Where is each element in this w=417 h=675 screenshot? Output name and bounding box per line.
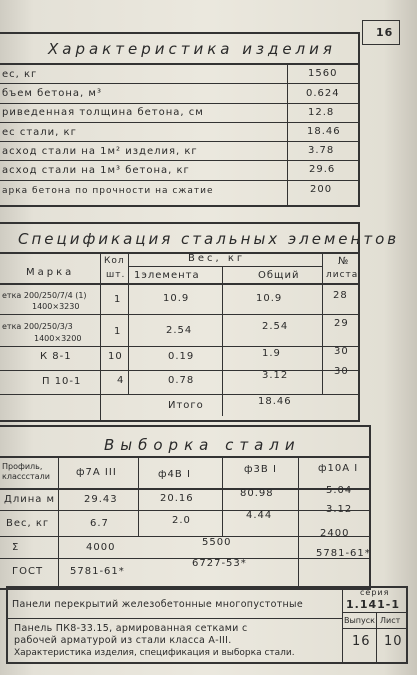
char-label: асход стали на 1м³ бетона, кг bbox=[2, 165, 190, 176]
char-value: 29.6 bbox=[309, 164, 336, 175]
spec-mark-dims: 1400×3230 bbox=[32, 302, 80, 311]
steel-weight-label: Вес, кг bbox=[6, 518, 50, 529]
steel-header-c2: ф4В I bbox=[158, 469, 191, 480]
char-value: 0.624 bbox=[306, 88, 340, 99]
spec-one: 2.54 bbox=[166, 325, 193, 336]
spec-mark: етка 200/250/3/3 bbox=[2, 322, 73, 331]
char-value: 12.8 bbox=[308, 107, 335, 118]
char-value: 200 bbox=[310, 184, 333, 195]
title-block-sheet-value: 10 bbox=[384, 634, 403, 649]
steel-length: 29.43 bbox=[84, 494, 118, 505]
steel-sum-b: 5500 bbox=[202, 537, 232, 548]
spec-sheet: 30 bbox=[334, 366, 349, 377]
spec-mark: П 10-1 bbox=[42, 376, 82, 387]
steel-weight: 6.7 bbox=[90, 518, 109, 529]
spec-mark-dims: 1400×3200 bbox=[34, 334, 82, 343]
char-label: риведенная толщина бетона, см bbox=[2, 107, 204, 118]
spec-header-one: 1элемента bbox=[134, 270, 200, 281]
steel-sum-a: 4000 bbox=[86, 542, 116, 553]
title-block-issue-value: 16 bbox=[352, 634, 371, 649]
char-label: асход стали на 1м² изделия, кг bbox=[2, 146, 198, 157]
spec-header-qty: Кол bbox=[104, 256, 125, 266]
spec-total: 10.9 bbox=[256, 293, 283, 304]
steel-sigma-label: Σ bbox=[12, 542, 20, 553]
spec-header-sheet-no: № bbox=[338, 256, 350, 267]
spec-qty: 4 bbox=[117, 375, 125, 386]
spec-qty: 10 bbox=[108, 351, 123, 362]
spec-one: 10.9 bbox=[163, 293, 190, 304]
spec-header-mark: Марка bbox=[26, 267, 75, 278]
spec-header-weight: Вес, кг bbox=[188, 253, 246, 264]
spec-sheet: 28 bbox=[333, 290, 348, 301]
steel-header-profile: Профиль, классстали bbox=[2, 462, 50, 481]
steel-length: 5.04 bbox=[326, 485, 353, 496]
steel-weight: 3.12 bbox=[326, 504, 353, 515]
characteristics-title: Характеристика изделия bbox=[48, 40, 336, 58]
spec-total-label: Итого bbox=[168, 400, 204, 411]
char-value: 1560 bbox=[308, 68, 338, 79]
steel-weight: 4.44 bbox=[246, 510, 273, 521]
steel-length: 20.16 bbox=[160, 493, 194, 504]
specification-title: Спецификация стальных элементов bbox=[18, 230, 400, 248]
steel-sum-c: 2400 bbox=[320, 528, 350, 539]
spec-sheet: 29 bbox=[334, 318, 349, 329]
char-value: 18.46 bbox=[307, 126, 341, 137]
steel-gost-a: 5781-61* bbox=[70, 566, 125, 577]
char-label: арка бетона по прочности на сжатие bbox=[2, 186, 214, 196]
steel-length: 80.98 bbox=[240, 488, 274, 499]
title-block-issue-label: Выпуск bbox=[344, 616, 375, 625]
spec-total-value: 18.46 bbox=[258, 396, 292, 407]
spec-mark: К 8-1 bbox=[40, 351, 72, 362]
spec-one: 0.78 bbox=[168, 375, 195, 386]
spec-header-total: Общий bbox=[258, 270, 300, 281]
spec-total: 2.54 bbox=[262, 321, 289, 332]
steel-gost-b: 6727-53* bbox=[192, 558, 247, 569]
title-block-line2: Панель ПК8-33.15, армированная сетками с bbox=[14, 623, 248, 634]
title-block-series-label: серия bbox=[360, 588, 390, 597]
spec-qty: 1 bbox=[114, 326, 122, 337]
steel-header-c4: ф10А I bbox=[318, 463, 359, 474]
title-block-line4: Характеристика изделия, спецификация и выборка стали. bbox=[14, 648, 295, 658]
char-label: бъем бетона, м³ bbox=[2, 88, 102, 99]
page-number: 16 bbox=[376, 26, 394, 39]
title-block-line3: рабочей арматурой из стали класса А-III. bbox=[14, 635, 232, 646]
spec-mark: етка 200/250/7/4 (1) bbox=[2, 291, 87, 300]
spec-one: 0.19 bbox=[168, 351, 195, 362]
title-block-series-value: 1.141-1 bbox=[346, 598, 401, 611]
steel-gost-c: 5781-61* bbox=[316, 548, 371, 559]
steel-length-label: Длина м bbox=[4, 494, 56, 505]
title-block-line1: Панели перекрытий железобетонные многопустотные bbox=[12, 599, 303, 610]
steel-title: Выборка стали bbox=[104, 436, 301, 454]
steel-weight: 2.0 bbox=[172, 515, 191, 526]
title-block-sheet-label: Лист bbox=[380, 616, 401, 625]
spec-total: 1.9 bbox=[262, 348, 281, 359]
spec-header-sheet: листа bbox=[326, 270, 359, 280]
spec-qty: 1 bbox=[114, 294, 122, 305]
steel-header-c1: ф7А III bbox=[76, 467, 117, 478]
spec-total: 3.12 bbox=[262, 370, 289, 381]
char-label: ес, кг bbox=[2, 69, 38, 80]
steel-gost-label: ГОСТ bbox=[12, 566, 44, 577]
char-value: 3.78 bbox=[308, 145, 335, 156]
spec-header-qty-unit: шт. bbox=[106, 270, 126, 280]
char-label: ес стали, кг bbox=[2, 127, 77, 138]
steel-header-c3: ф3В I bbox=[244, 464, 277, 475]
spec-sheet: 30 bbox=[334, 346, 349, 357]
